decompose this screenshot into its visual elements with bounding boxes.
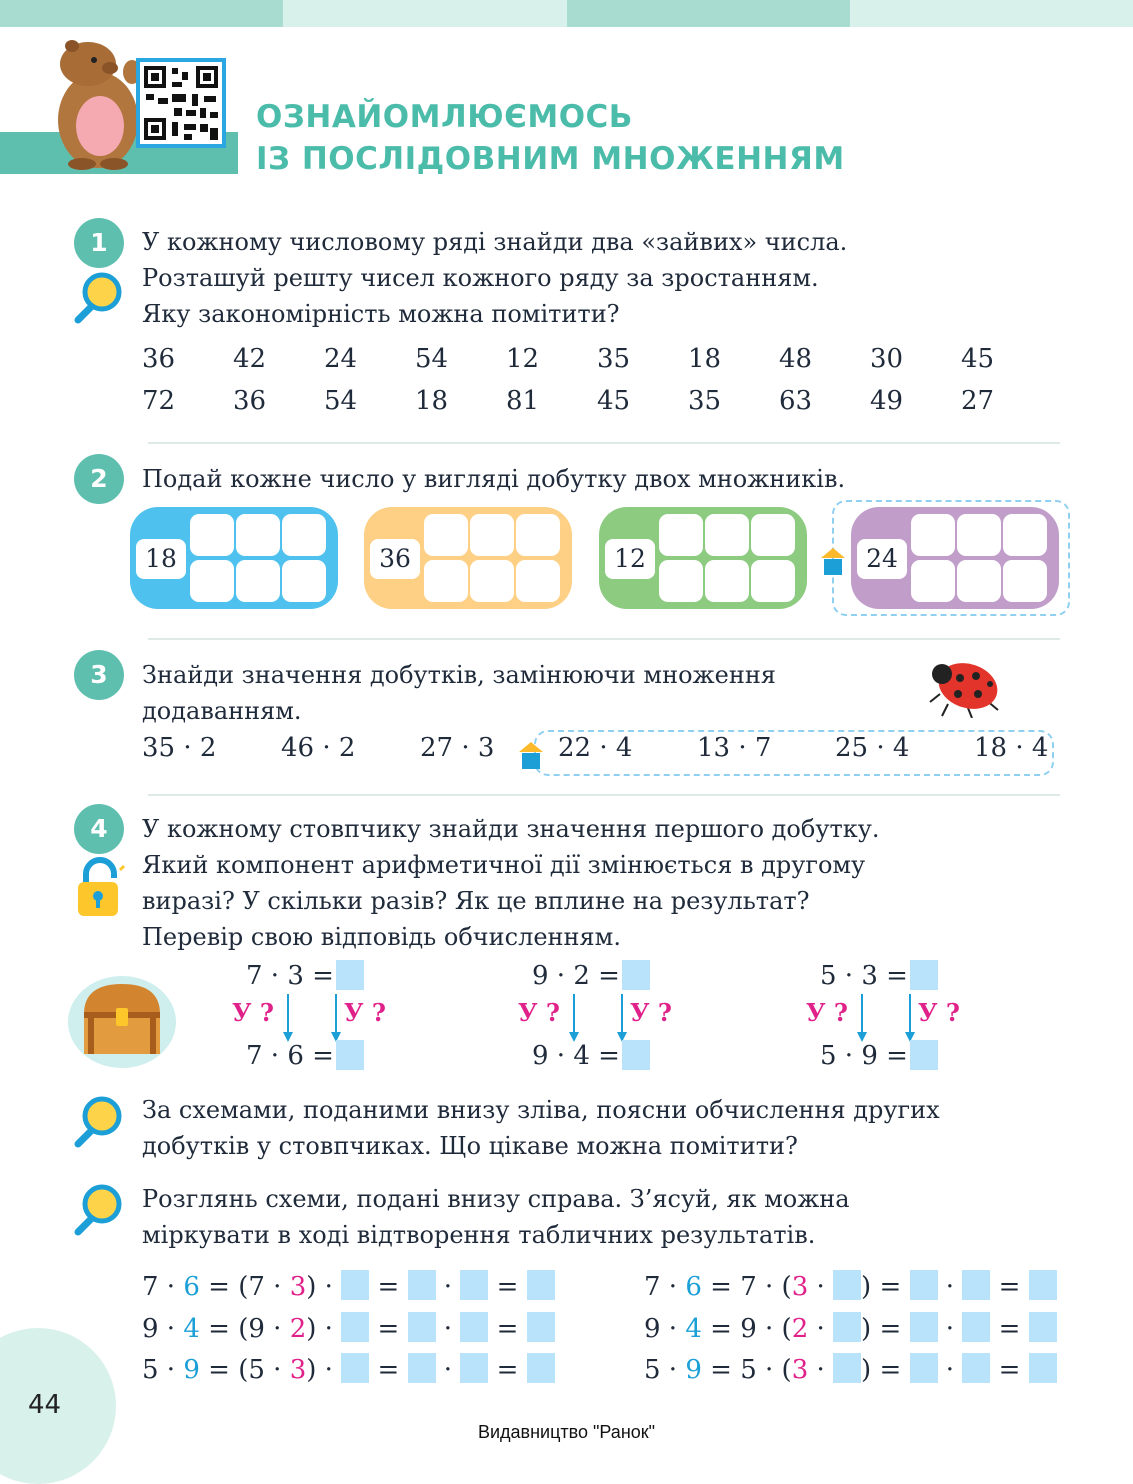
answer-box[interactable] bbox=[1029, 1353, 1057, 1383]
number-cell: 35 bbox=[597, 344, 631, 374]
qr-code-icon bbox=[140, 62, 222, 144]
answer-box[interactable] bbox=[460, 1353, 488, 1383]
task-number-3: 3 bbox=[74, 650, 124, 700]
answer-cell[interactable] bbox=[751, 514, 795, 556]
number-cell: 36 bbox=[142, 344, 176, 374]
note-1-line-2: добутків у стовпчиках. Що цікаве можна помітити? bbox=[142, 1132, 798, 1160]
answer-box[interactable] bbox=[341, 1270, 369, 1300]
first-product: 5 · 3 = bbox=[820, 960, 938, 991]
answer-box[interactable] bbox=[910, 1312, 938, 1342]
answer-box[interactable] bbox=[527, 1353, 555, 1383]
answer-cell[interactable] bbox=[705, 560, 749, 602]
number-cell: 54 bbox=[324, 386, 358, 416]
answer-cell[interactable] bbox=[190, 560, 234, 602]
answer-cell[interactable] bbox=[957, 514, 1001, 556]
times-question: У ? bbox=[806, 998, 848, 1027]
answer-cell[interactable] bbox=[516, 560, 560, 602]
divider bbox=[148, 638, 1060, 640]
multiplier-card-24 bbox=[851, 507, 1059, 609]
answer-cell[interactable] bbox=[911, 514, 955, 556]
magnifier-icon bbox=[68, 1182, 124, 1242]
scheme-left-3: 5 · 9 = (5 · 3) · = · = bbox=[142, 1353, 555, 1385]
card-number: 12 bbox=[605, 539, 655, 579]
answer-box[interactable] bbox=[833, 1270, 861, 1300]
number-cell: 30 bbox=[870, 344, 904, 374]
treasure-chest-icon bbox=[66, 966, 178, 1070]
answer-cell[interactable] bbox=[516, 514, 560, 556]
number-cell: 63 bbox=[779, 386, 813, 416]
task4-line-1: У кожному стовпчику знайди значення першого добутку. bbox=[142, 815, 880, 843]
answer-cell[interactable] bbox=[705, 514, 749, 556]
answer-cell[interactable] bbox=[470, 560, 514, 602]
number-cell: 35 bbox=[688, 386, 722, 416]
answer-cell[interactable] bbox=[282, 560, 326, 602]
ladybug-icon bbox=[928, 654, 1006, 718]
answer-cell[interactable] bbox=[1003, 514, 1047, 556]
task-number-1: 1 bbox=[74, 218, 124, 268]
multiplier-card-12 bbox=[599, 507, 807, 609]
scheme-right-3: 5 · 9 = 5 · (3 · ) = · = bbox=[644, 1353, 1057, 1385]
answer-box[interactable] bbox=[460, 1270, 488, 1300]
number-cell: 49 bbox=[870, 386, 904, 416]
capybara-mascot-icon bbox=[48, 34, 148, 170]
product-column-3 bbox=[800, 960, 1000, 1080]
answer-box[interactable] bbox=[833, 1312, 861, 1342]
number-cell: 48 bbox=[779, 344, 813, 374]
answer-cell[interactable] bbox=[470, 514, 514, 556]
magnifier-icon bbox=[68, 1094, 124, 1154]
answer-box[interactable] bbox=[962, 1353, 990, 1383]
times-question: У ? bbox=[344, 998, 386, 1027]
answer-cell[interactable] bbox=[282, 514, 326, 556]
card-number: 36 bbox=[370, 539, 420, 579]
times-question: У ? bbox=[232, 998, 274, 1027]
task1-line-2: Розташуй решту чисел кожного ряду за зростанням. bbox=[142, 264, 819, 292]
answer-cell[interactable] bbox=[190, 514, 234, 556]
task1-text bbox=[142, 224, 847, 332]
multiplier-card-18 bbox=[130, 507, 338, 609]
answer-box[interactable] bbox=[408, 1270, 436, 1300]
task2-text: Подай кожне число у вигляді добутку двох множників. bbox=[142, 465, 846, 493]
answer-box[interactable] bbox=[527, 1270, 555, 1300]
product-column-1 bbox=[226, 960, 426, 1080]
number-cell: 45 bbox=[597, 386, 631, 416]
answer-cell[interactable] bbox=[1003, 560, 1047, 602]
scheme-right-1: 7 · 6 = 7 · (3 · ) = · = bbox=[644, 1270, 1057, 1302]
answer-box[interactable] bbox=[910, 1040, 938, 1070]
answer-box[interactable] bbox=[341, 1312, 369, 1342]
first-product: 9 · 2 = bbox=[532, 960, 650, 991]
number-cell: 12 bbox=[506, 344, 540, 374]
number-cell: 24 bbox=[324, 344, 358, 374]
page-title bbox=[256, 96, 845, 180]
divider bbox=[148, 442, 1060, 444]
times-question: У ? bbox=[918, 998, 960, 1027]
answer-cell[interactable] bbox=[236, 514, 280, 556]
number-cell: 18 bbox=[688, 344, 722, 374]
page-title-line-1: ОЗНАЙОМЛЮЄМОСЬ bbox=[256, 99, 633, 135]
answer-box[interactable] bbox=[962, 1312, 990, 1342]
note-2-text bbox=[142, 1181, 850, 1253]
answer-box[interactable] bbox=[910, 960, 938, 990]
times-question: У ? bbox=[518, 998, 560, 1027]
top-strip-3 bbox=[567, 0, 850, 27]
number-cell: 36 bbox=[233, 386, 267, 416]
house-icon bbox=[820, 546, 846, 576]
answer-box[interactable] bbox=[622, 960, 650, 990]
answer-box[interactable] bbox=[336, 1040, 364, 1070]
first-product: 7 · 3 = bbox=[246, 960, 364, 991]
second-product: 5 · 9 = bbox=[820, 1040, 938, 1071]
qr-code[interactable] bbox=[136, 58, 226, 148]
scheme-right-2: 9 · 4 = 9 · (2 · ) = · = bbox=[644, 1312, 1057, 1344]
house-icon bbox=[518, 740, 544, 770]
expression: 22 · 4 bbox=[558, 733, 633, 763]
multiplier-card-36 bbox=[364, 507, 572, 609]
answer-cell[interactable] bbox=[659, 514, 703, 556]
task4-text bbox=[142, 811, 879, 955]
answer-box[interactable] bbox=[910, 1270, 938, 1300]
answer-box[interactable] bbox=[622, 1040, 650, 1070]
answer-cell[interactable] bbox=[659, 560, 703, 602]
answer-box[interactable] bbox=[962, 1270, 990, 1300]
answer-cell[interactable] bbox=[957, 560, 1001, 602]
task4-line-4: Перевір свою відповідь обчисленням. bbox=[142, 923, 621, 951]
answer-box[interactable] bbox=[336, 960, 364, 990]
answer-cell[interactable] bbox=[424, 560, 468, 602]
top-strip-1 bbox=[0, 0, 283, 27]
answer-box[interactable] bbox=[460, 1312, 488, 1342]
answer-box[interactable] bbox=[1029, 1270, 1057, 1300]
note-2-line-1: Розглянь схеми, подані внизу справа. З’ясуй, як можна bbox=[142, 1185, 850, 1213]
scheme-left-1: 7 · 6 = (7 · 3) · = · = bbox=[142, 1270, 555, 1302]
answer-box[interactable] bbox=[408, 1353, 436, 1383]
task3-text bbox=[142, 657, 776, 729]
answer-box[interactable] bbox=[833, 1353, 861, 1383]
number-cell: 18 bbox=[415, 386, 449, 416]
answer-box[interactable] bbox=[408, 1312, 436, 1342]
number-cell: 27 bbox=[961, 386, 995, 416]
task3-line-1: Знайди значення добутків, замінюючи множення bbox=[142, 661, 776, 689]
second-product: 9 · 4 = bbox=[532, 1040, 650, 1071]
number-cell: 42 bbox=[233, 344, 267, 374]
task4-line-3: виразі? У скільки разів? Як це вплине на результат? bbox=[142, 887, 810, 915]
product-column-2 bbox=[512, 960, 712, 1080]
magnifier-icon bbox=[68, 270, 124, 330]
scheme-left-2: 9 · 4 = (9 · 2) · = · = bbox=[142, 1312, 555, 1344]
number-cell: 81 bbox=[506, 386, 540, 416]
lock-icon bbox=[74, 856, 126, 918]
task-number-4: 4 bbox=[74, 804, 124, 854]
publisher-credit: Видавництво "Ранок" bbox=[477, 1422, 656, 1442]
expression: 27 · 3 bbox=[420, 733, 495, 763]
task1-line-1: У кожному числовому ряді знайди два «зайвих» числа. bbox=[142, 228, 848, 256]
answer-cell[interactable] bbox=[424, 514, 468, 556]
answer-box[interactable] bbox=[1029, 1312, 1057, 1342]
answer-box[interactable] bbox=[341, 1353, 369, 1383]
note-1-text bbox=[142, 1092, 940, 1164]
number-cell: 72 bbox=[142, 386, 176, 416]
number-cell: 54 bbox=[415, 344, 449, 374]
task3-line-2: додаванням. bbox=[142, 697, 302, 725]
number-cell: 45 bbox=[961, 344, 995, 374]
answer-cell[interactable] bbox=[911, 560, 955, 602]
card-number: 24 bbox=[857, 539, 907, 579]
answer-box[interactable] bbox=[527, 1312, 555, 1342]
task-number-2: 2 bbox=[74, 454, 124, 504]
task4-line-2: Який компонент арифметичної дії змінюється в другому bbox=[142, 851, 866, 879]
top-strip-2 bbox=[283, 0, 567, 27]
page-title-line-2: ІЗ ПОСЛІДОВНИМ МНОЖЕННЯМ bbox=[256, 141, 845, 177]
expression: 18 · 4 bbox=[974, 733, 1049, 763]
note-1-line-1: За схемами, поданими внизу зліва, поясни обчислення других bbox=[142, 1096, 940, 1124]
expression: 13 · 7 bbox=[697, 733, 772, 763]
expression: 25 · 4 bbox=[835, 733, 910, 763]
divider bbox=[148, 794, 1060, 796]
expression: 35 · 2 bbox=[142, 733, 217, 763]
answer-cell[interactable] bbox=[751, 560, 795, 602]
times-question: У ? bbox=[630, 998, 672, 1027]
expression: 46 · 2 bbox=[281, 733, 356, 763]
answer-cell[interactable] bbox=[236, 560, 280, 602]
second-product: 7 · 6 = bbox=[246, 1040, 364, 1071]
card-number: 18 bbox=[136, 539, 186, 579]
task1-line-3: Яку закономірність можна помітити? bbox=[142, 300, 620, 328]
page-number: 44 bbox=[28, 1390, 62, 1420]
top-strip-4 bbox=[850, 0, 1133, 27]
note-2-line-2: міркувати в ході відтворення табличних результатів. bbox=[142, 1221, 816, 1249]
answer-box[interactable] bbox=[910, 1353, 938, 1383]
